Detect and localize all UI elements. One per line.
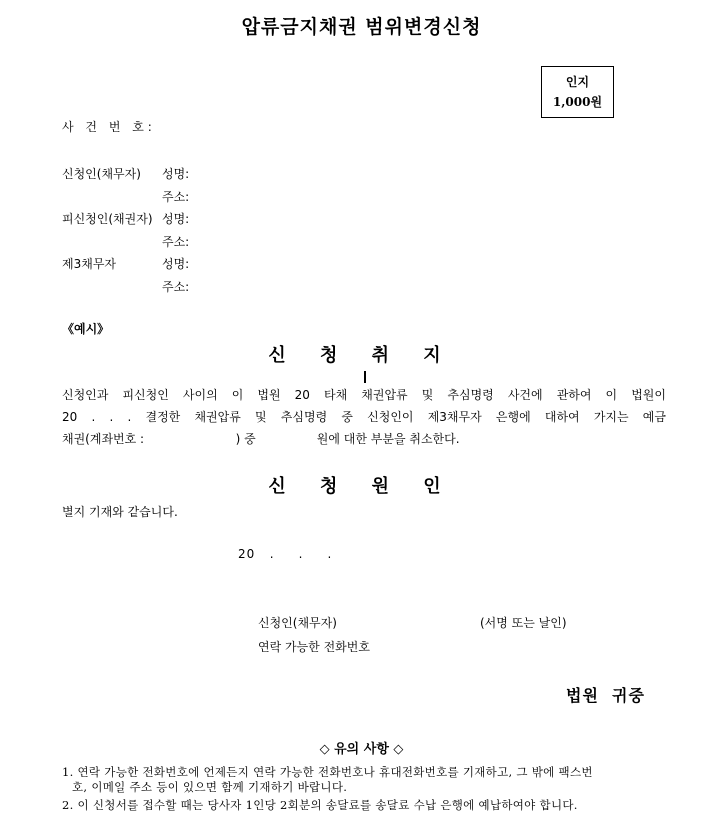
respondent-address-label: 주소:: [162, 235, 190, 249]
notice-item-2: 2. 이 신청서를 접수할 때는 당사자 1인당 2회분의 송달료를 송달료 수납 은행에 예납하여야 합니다.: [62, 798, 578, 812]
applicant-name-label: 성명:: [162, 167, 190, 181]
stamp-label: 인지: [565, 75, 590, 89]
sign-or-seal-label: (서명 또는 날인): [480, 616, 567, 630]
text-cursor: [364, 371, 366, 383]
court-addressee: 법원 귀중: [566, 686, 645, 705]
date-line: 20 . . .: [238, 547, 333, 561]
notice-item-1-continued: 호, 이메일 주소 등이 있으면 함께 기재하기 바랍니다.: [72, 780, 348, 794]
purpose-line-1: 신청인과 피신청인 사이의 이 법원 20 타채 채권압류 및 추심명령 사건에 관하여 이 법원이: [62, 388, 666, 402]
applicant-address-label: 주소:: [162, 190, 190, 204]
applicant-signature-label: 신청인(채무자): [258, 616, 337, 630]
respondent-name-label: 성명:: [162, 212, 190, 226]
respondent-role: 피신청인(채권자): [62, 212, 153, 226]
stamp-fee-box: [541, 66, 614, 118]
stamp-amount: 1,000원: [552, 95, 603, 109]
reason-heading: 신 청 원 인: [268, 476, 455, 497]
third-debtor-address-label: 주소:: [162, 280, 190, 294]
third-debtor-role: 제3채무자: [62, 257, 117, 271]
applicant-role: 신청인(채무자): [62, 167, 141, 181]
reason-text: 별지 기재와 같습니다.: [62, 505, 178, 519]
purpose-line-3: 채권(계좌번호 : ) 중 원에 대한 부분을 취소한다.: [62, 432, 460, 446]
example-label: 《예시》: [62, 322, 110, 336]
notice-item-1: 1. 연락 가능한 전화번호에 언제든지 연락 가능한 전화번호나 휴대전화번호를 기재하고, 그 밖에 팩스번: [62, 765, 593, 779]
document-title: 압류금지채권 범위변경신청: [241, 16, 482, 38]
contact-phone-label: 연락 가능한 전화번호: [258, 640, 370, 654]
case-number-label: 사 건 번 호:: [62, 120, 156, 134]
purpose-heading: 신 청 취 지: [268, 345, 455, 366]
purpose-line-2: 20 . . . 결정한 채권압류 및 추심명령 중 신청인이 제3채무자 은행에 대하여 가지는 예금: [62, 410, 666, 424]
third-debtor-name-label: 성명:: [162, 257, 190, 271]
notice-heading: ◇ 유의 사항 ◇: [319, 742, 404, 757]
